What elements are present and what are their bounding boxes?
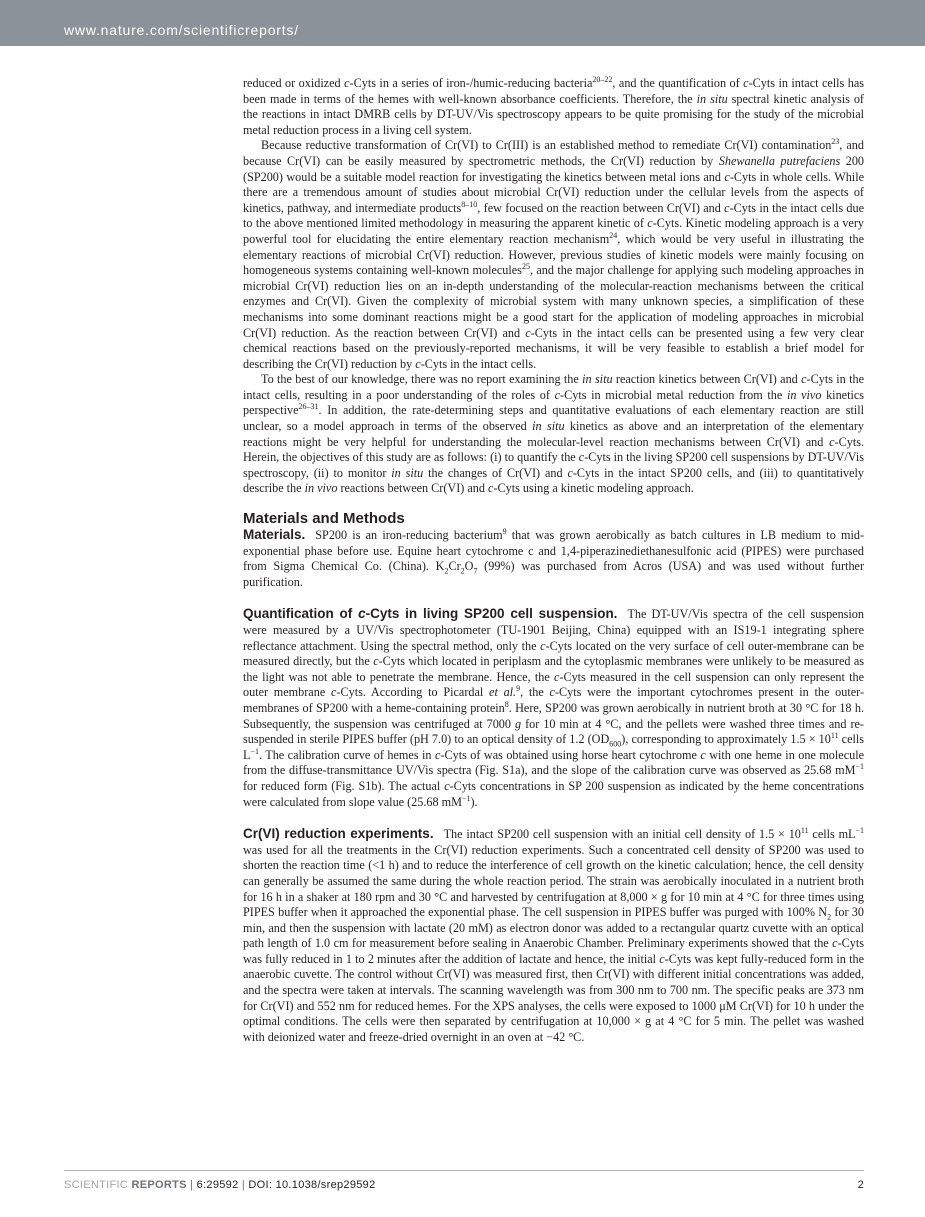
citation: 6:29592 (196, 1179, 239, 1191)
crvi-paragraph: Cr(VI) reduction experiments. The intact SP200 cell suspension with an initial cell density of $1.5 \times 10^{11}$ cells $mL^{-1}$ was used for all the treatments in the Cr(VI) reduction experiments. Such a concentrated cell density of SP200 was used to shorten the reaction time (<1 h) and to reduce the interference of cell growth on the kinetic calculation; hence, the cell density can generally be assumed the same during the whole reaction period. The strain was aerobically inoculated in a nutrient broth for 16 h in a shaker at 180 rpm and 30 °C and harvested by centrifugation at 8,000 × g for 10 min at 4 °C for three times using PIPES buffer when it approached the exponential phase. The cell suspension in PIPES buffer was purged with 100% $N_2$ for 30 min, and then the suspension with lactate (20 mM) as electron donor was added to a rectangular quartz cuvette with an optical path length of 1.0 cm for measurement before sealing in Anaerobic Chamber. Preliminary experiments showed that the c-Cyts was fully reduced in 1 to 2 minutes after the addition of lactate and hence, the initial c-Cyts was kept fully-reduced form in the anaerobic cuvette. The control without Cr(VI) was measured first, then Cr(VI) with different initial concentrations was added, and the spectra were taken at intervals. The scanning wavelength was from 300 nm to 700 nm. The specific peaks are 373 nm for Cr(VI) and 552 nm for reduced hemes. For the XPS analyses, the cells were exposed to 1000 μM Cr(VI) for 10 h under the optimal conditions. The cells were then separated by centrifugation at 10,000 × g at 4 °C for 5 min. The pellet was washed with deionized water and freeze-dried overnight in an oven at −42 °C. (243, 826, 865, 1044)
doi[interactable]: DOI: 10.1038/srep29592 (248, 1179, 376, 1191)
article-body (243, 76, 864, 1045)
crvi-heading: Cr(VI) reduction experiments. (243, 826, 434, 842)
journal-name-second: REPORTS (131, 1179, 187, 1191)
materials-heading: Materials. (243, 527, 306, 543)
paragraph-1: reduced or oxidized c-Cyts in a series of iron-/humic-reducing bacteria$^{20-22}$, and the quantification of c-Cyts in intact cells has been made in terms of the hemes with well-known absorbance coefficients. Therefore, the in situ spectral kinetic analysis of the reactions in intact DMRB cells by DT-UV/Vis spectroscopy appears to be quite promising for the study of the microbial metal reduction process in a living cell system. (243, 74, 865, 137)
quantification-heading: Quantification of c-Cyts in living SP200 cell suspension. (243, 606, 618, 622)
paragraph-3: To the best of our knowledge, there was no report examining the in situ reaction kinetics between Cr(VI) and c-Cyts in the intact cells, resulting in a poor understanding of the roles of c-Cyts in microbial metal reduction from the in vivo kinetics perspective$^{26-31}$. In addition, the rate-determining steps and quantitative evaluations of each elementary reaction are still unclear, so a model approach in terms of the observed in situ kinetics as above and an interpretation of the elementary reactions might be very helpful for understanding the molecular-level reaction mechanisms between Cr(VI) and c-Cyts. Herein, the objectives of this study are as follows: (i) to quantify the c-Cyts in the living SP200 cell suspensions by DT-UV/Vis spectroscopy, (ii) to monitor in situ the changes of Cr(VI) and c-Cyts in the intact SP200 cells, and (iii) to quantitatively describe the in vivo reactions between Cr(VI) and c-Cyts using a kinetic modeling approach. (243, 372, 865, 496)
page-number: 2 (857, 1179, 864, 1191)
quantification-paragraph: Quantification of c-Cyts in living SP200 cell suspension. The DT-UV/Vis spectra of the cell suspension were measured by a UV/Vis spectrophotometer (TU-1901 Beijing, China) equipped with an IS19-1 integrating sphere reflectance attachment. Using the spectral method, only the c-Cyts located on the very surface of cell outer-membrane can be measured directly, but the c-Cyts which located in periplasm and the cytoplasmic membranes were unlikely to be measured as the light was not able to penetrate the membrane. Hence, the c-Cyts measured in the cell suspension can only represent the outer membrane c-Cyts. According to Picardal et al.$^9$, the c-Cyts were the important cytochromes present in the outer-membranes of SP200 with a heme-containing protein$^8$. Here, SP200 was grown aerobically in nutrient broth at 30 °C for 18 h. Subsequently, the suspension was centrifuged at 7000 g for 10 min at 4 °C, and the pellets were washed three times and re-suspended in sterile PIPES buffer (pH 7.0) to an optical density of 1.2 $(OD_{600})$, corresponding to approximately $1.5 \times 10^{11}$ cells $L^{-1}$. The calibration curve of hemes in c-Cyts of was obtained using horse heart cytochrome c with one heme in one molecule from the diffuse-transmittance UV/Vis spectra (Fig. S1a), and the slope of the calibration curve was observed as 25.68 $mM^{-1}$ for reduced form (Fig. S1b). The actual c-Cyts concentrations in SP 200 suspension as indicated by the heme concentrations were calculated from slope value (25.68 $mM^{-1}$). (243, 606, 865, 809)
journal-name-first: SCIENTIFIC (64, 1179, 129, 1191)
materials-paragraph: Materials. SP200 is an iron-reducing bacterium$^9$ that was grown aerobically as batch cultures in LB medium to mid-exponential phase before use. Equine heart cytochrome c and 1,4-piperazinediethanesulfonic acid (PIPES) were purchased from Sigma Chemical Co. (China). $K_2Cr_2O_7$ (99%) was purchased from Acros (USA) and was used without further purification. (243, 526, 864, 589)
footer-divider (64, 1170, 864, 1171)
page-footer: SCIENTIFIC REPORTS | 6:29592 | DOI: 10.1038/srep29592 2 (64, 1179, 864, 1191)
section-heading: Materials and Methods (243, 510, 405, 528)
journal-url[interactable]: www.nature.com/scientificreports/ (64, 22, 299, 38)
paragraph-2: Because reductive transformation of Cr(VI) to Cr(III) is an established method to remediate Cr(VI) contamination$^{23}$, and because Cr(VI) can be easily measured by spectrometric methods, the Cr(VI) reduction by Shewanella putrefaciens 200 (SP200) would be a suitable model reaction for investigating the kinetics between metal ions and c-Cyts in whole cells. While there are a tremendous amount of studies about microbial Cr(VI) reduction under the cellular levels from the aspects of kinetics, pathway, and intermediate products$^{8-10}$, few focused on the reaction between Cr(VI) and c-Cyts in the intact cells due to the above mentioned limited methodology in measuring the apparent kinetic of c-Cyts. Kinetic modeling approach is a very powerful tool for elucidating the entire elementary reaction mechanism$^{24}$, which would be very useful in illustrating the elementary reactions of microbial Cr(VI) reduction. However, previous studies of kinetic models were mainly focusing on homogeneous systems containing well-known molecules$^{25}$, and the major challenge for applying such modeling approaches in microbial Cr(VI) reduction lies on an in-depth understanding of the molecular-reaction mechanisms between the critical enzymes and Cr(VI). Given the complexity of microbial system with many unknown species, a simplification of these mechanisms into some dominant reactions might be a good start for the application of modeling approaches in microbial Cr(VI) reduction. As the reaction between Cr(VI) and c-Cyts in the intact cells can be presented using a few very clear chemical reactions based on the previously-reported mechanisms, it will be very feasible to establish a brief model for describing the Cr(VI) reduction by c-Cyts in the intact cells. (243, 137, 865, 371)
header-bar (0, 0, 925, 46)
